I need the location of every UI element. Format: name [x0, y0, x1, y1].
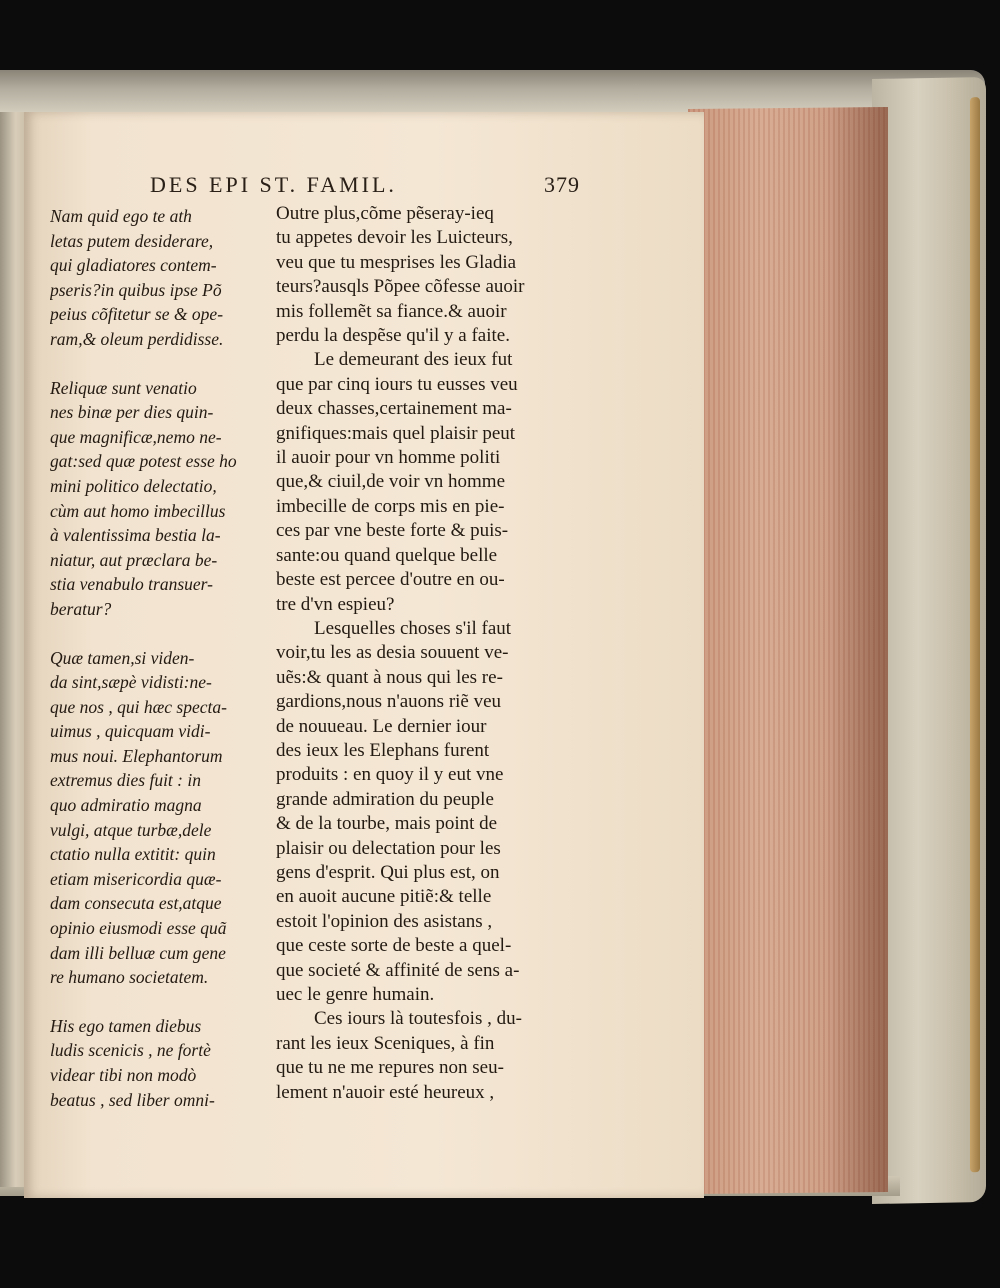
french-line: imbecille de corps mis en pie- [276, 495, 505, 517]
french-line: que par cinq iours tu eusses veu [276, 373, 518, 395]
french-line: Ces iours là toutesfois , du- [314, 1008, 522, 1030]
latin-line: ram,& oleum perdidisse. [50, 328, 224, 349]
latin-paragraph [50, 204, 278, 352]
latin-line: dam illi belluæ cum gene [50, 942, 226, 963]
latin-line: qui gladiatores contem- [50, 255, 217, 276]
latin-line: re humano societatem. [50, 967, 209, 988]
french-line: gens d'esprit. Qui plus est, on [276, 861, 500, 883]
latin-line: pseris?in quibus ipse Põ [50, 279, 222, 300]
latin-line: Quæ tamen,si viden- [50, 647, 195, 668]
french-line: ces par vne beste forte & puis- [276, 520, 509, 542]
latin-line: extremus dies fuit : in [50, 770, 201, 791]
latin-paragraph [50, 646, 278, 990]
latin-paragraph [50, 1014, 278, 1112]
latin-line: peius cõfitetur se & ope- [50, 304, 224, 325]
latin-line: beratur? [50, 598, 112, 619]
latin-line: ludis scenicis , ne fortè [50, 1040, 211, 1061]
latin-line: à valentissima bestia la- [50, 525, 221, 546]
french-line: teurs?ausqls Põpee cõfesse auoir [276, 276, 525, 298]
latin-line: etiam misericordia quæ- [50, 868, 222, 889]
latin-line: Reliquæ sunt venatio [50, 377, 197, 398]
french-line: grande admiration du peuple [276, 788, 494, 810]
french-line: produits : en quoy il y eut vne [276, 764, 504, 786]
cover-edge [970, 97, 980, 1172]
latin-line: His ego tamen diebus [50, 1015, 202, 1036]
french-line: que societé & affinité de sens a- [276, 959, 520, 981]
marginal-latin-column [50, 204, 278, 1136]
french-line: rant les ieux Sceniques, à fin [276, 1032, 495, 1054]
french-line: Le demeurant des ieux fut [314, 349, 513, 371]
french-line: beste est percee d'outre en ou- [276, 569, 505, 591]
french-line: de nouueau. Le dernier iour [276, 715, 487, 737]
french-line: sante:ou quand quelque belle [276, 544, 498, 566]
french-line: que tu ne me repures non seu- [276, 1057, 504, 1079]
latin-paragraph [50, 376, 278, 622]
latin-line: quo admiratio magna [50, 795, 202, 816]
latin-line: gat:sed quæ potest esse ho [50, 451, 237, 472]
latin-line: mus noui. Elephantorum [50, 745, 223, 766]
french-line: tre d'vn espieu? [276, 593, 395, 615]
latin-line: videar tibi non modò [50, 1065, 197, 1085]
latin-line: da sint,sæpè vidisti:ne- [50, 672, 212, 693]
latin-line: uimus , quicquam vidi- [50, 721, 211, 742]
latin-line: letas putem desiderare, [50, 230, 214, 251]
french-line: & de la tourbe, mais point de [276, 813, 498, 835]
french-line: perdu la despẽse qu'il y a faite. [276, 325, 510, 347]
french-line: lement n'auoir esté heureux , [276, 1081, 495, 1103]
french-line: que ceste sorte de beste a quel- [276, 935, 512, 957]
french-line: mis follemẽt sa fiance.& auoir [276, 300, 507, 322]
french-line: uẽs:& quant à nous qui les re- [276, 666, 503, 688]
french-line: plaisir ou delectation pour les [276, 837, 501, 859]
french-line: des ieux les Elephans furent [276, 739, 490, 761]
book-cover-right [872, 77, 986, 1204]
page-block-fore-edge [688, 107, 888, 1194]
french-line: deux chasses,certainement ma- [276, 398, 512, 420]
main-french-column [276, 202, 584, 1105]
book-cover-top [0, 70, 985, 112]
latin-line: beatus , sed liber omni- [50, 1089, 215, 1110]
latin-line: cùm aut homo imbecillus [50, 500, 226, 521]
running-header [150, 172, 580, 202]
latin-line: opinio eiusmodi esse quã [50, 918, 227, 939]
french-line: Outre plus,cõme pẽseray-ieq [276, 203, 494, 224]
french-line: veu que tu mesprises les Gladia [276, 251, 517, 273]
latin-line: stia venabulo transuer- [50, 574, 213, 595]
left-page-edge [0, 112, 26, 1187]
latin-line: mini politico delectatio, [50, 475, 217, 496]
latin-line: Nam quid ego te ath [50, 206, 192, 226]
french-line: gnifiques:mais quel plaisir peut [276, 422, 516, 444]
french-line: tu appetes devoir les Luicteurs, [276, 227, 513, 249]
french-line: que,& ciuil,de voir vn homme [276, 471, 506, 493]
latin-line: que nos , qui hæc specta- [50, 696, 227, 717]
running-title: DES EPI ST. FAMIL. [150, 172, 397, 197]
french-line: gardions,nous n'auons riẽ veu [276, 691, 502, 713]
french-line: uec le genre humain. [276, 984, 435, 1005]
page-number: 379 [544, 172, 580, 197]
french-line: voir,tu les as desia souuent ve- [276, 642, 509, 664]
latin-line: nes binæ per dies quin- [50, 402, 214, 423]
french-line: il auoir pour vn homme politi [276, 447, 501, 469]
latin-line: ctatio nulla extitit: quin [50, 844, 216, 865]
french-line: en auoit aucune pitiẽ:& telle [276, 886, 492, 908]
french-line: Lesquelles choses s'il faut [314, 617, 512, 639]
french-line: estoit l'opinion des asistans , [276, 910, 493, 932]
latin-line: dam consecuta est,atque [50, 893, 222, 914]
latin-line: niatur, aut præclara be- [50, 549, 218, 570]
latin-line: que magnificæ,nemo ne- [50, 426, 222, 447]
latin-line: vulgi, atque turbæ,dele [50, 819, 212, 840]
